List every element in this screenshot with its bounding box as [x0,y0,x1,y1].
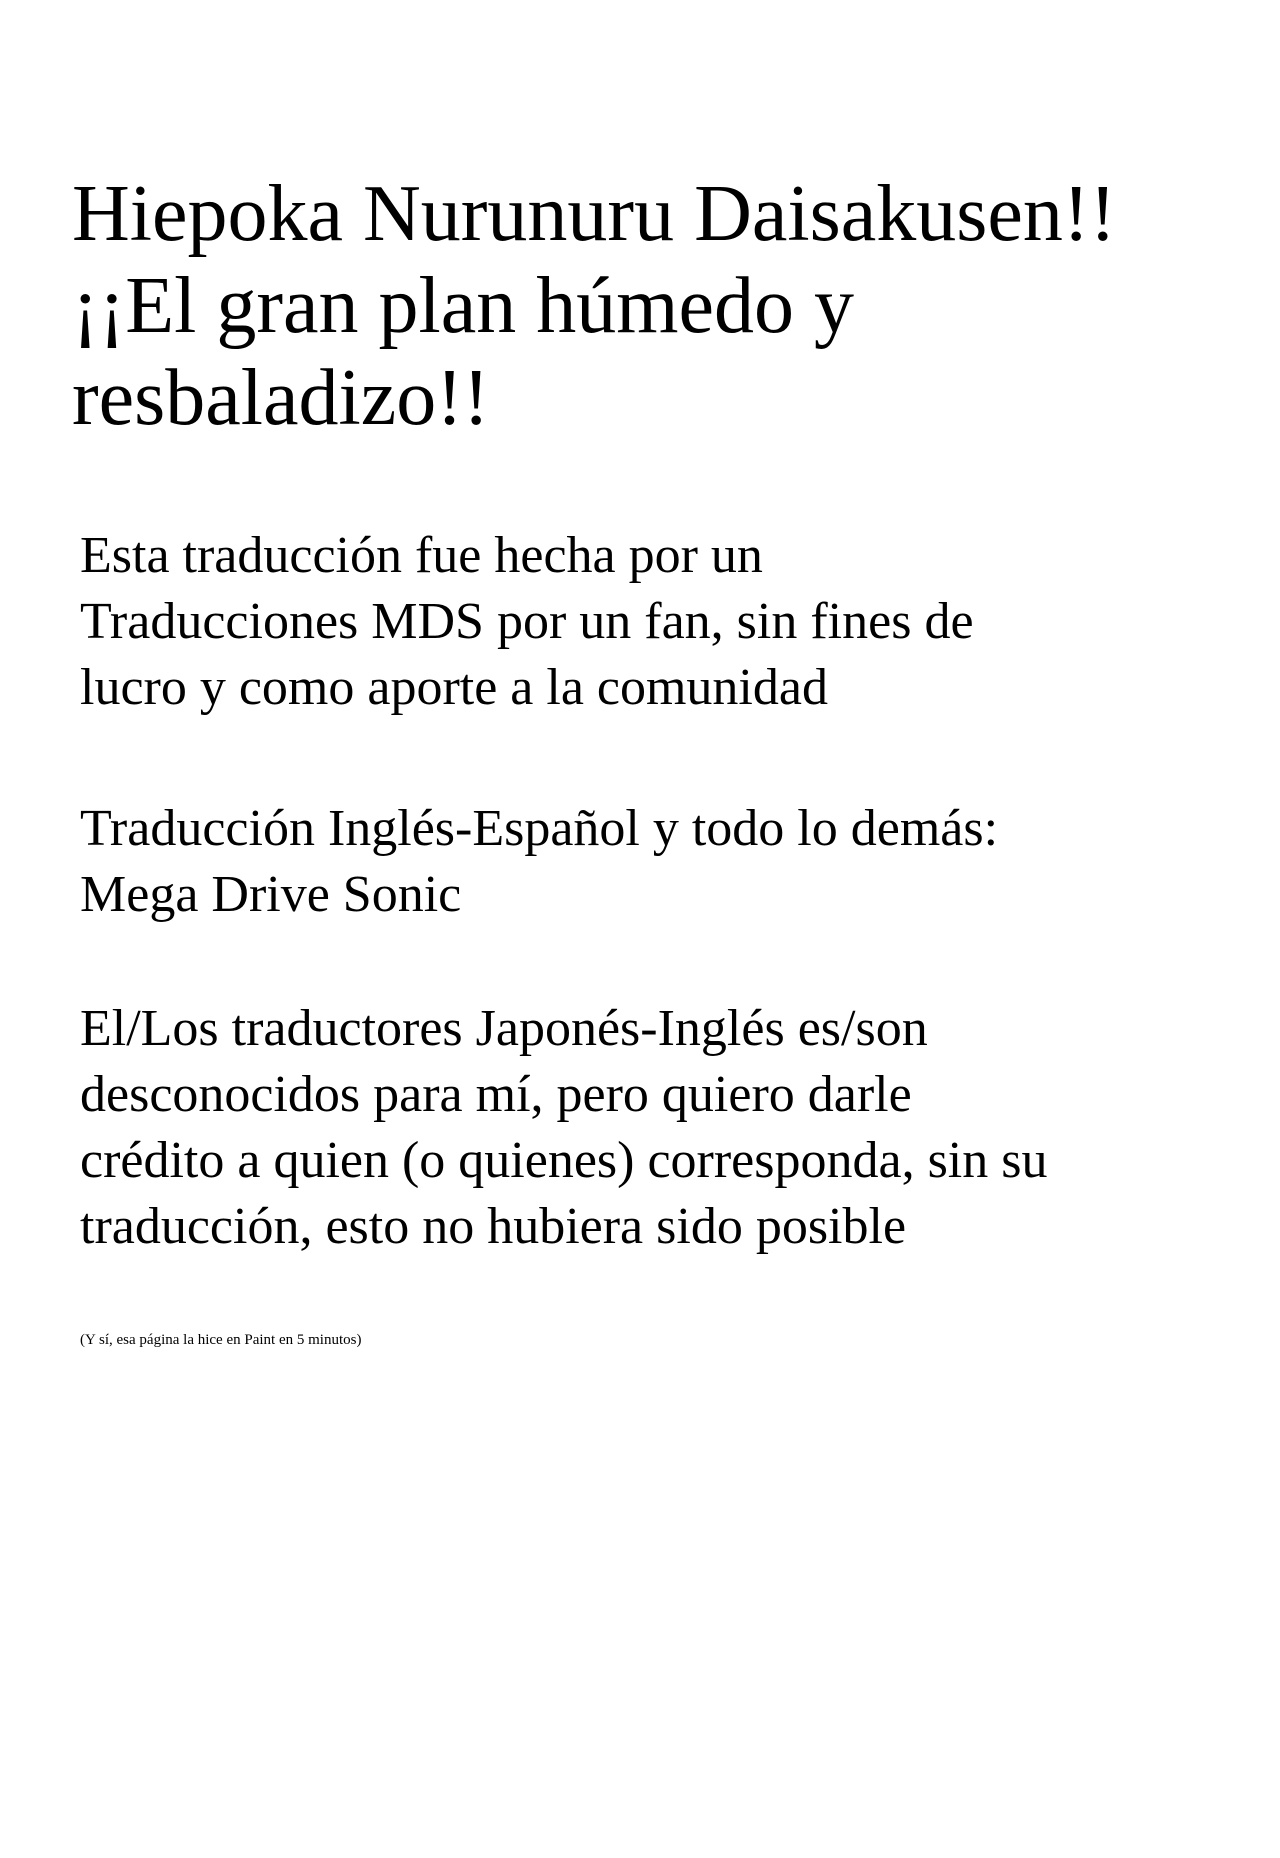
page-title [72,168,1222,444]
title-line: Hiepoka Nurunuru Daisakusen!! [72,170,1117,258]
credits-line: lucro y como aporte a la comunidad [80,659,828,716]
title-line: resbaladizo!! [72,354,490,442]
credits-line: Esta traducción fue hecha por un [80,527,763,584]
jp-translator-line: desconocidos para mí, pero quiero darle [80,1066,912,1123]
translator-line: Mega Drive Sonic [80,866,462,923]
translator-line: Traducción Inglés-Español y todo lo demás: [80,800,999,857]
jp-translator-line: crédito a quien (o quienes) corresponda, sin su [80,1132,1048,1189]
title-line: ¡¡El gran plan húmedo y [72,262,854,350]
footnote: (Y sí, esa página la hice en Paint en 5 minutos) [80,1332,362,1348]
jp-translator-line: El/Los traductores Japonés-Inglés es/son [80,1000,928,1057]
jp-translator-line: traducción, esto no hubiera sido posible [80,1198,907,1255]
credits-line: Traducciones MDS por un fan, sin fines de [80,593,974,650]
credits-paragraph [80,523,1240,721]
jp-translator-paragraph [80,996,1240,1260]
translator-paragraph [80,796,1240,928]
